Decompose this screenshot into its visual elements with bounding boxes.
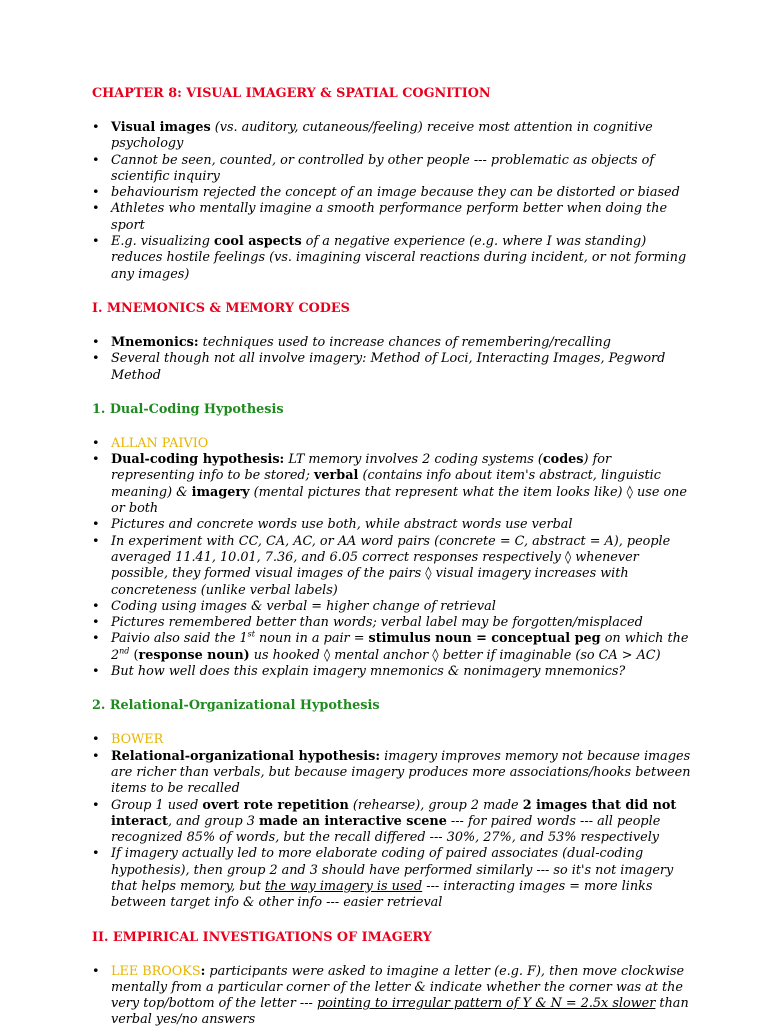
list-item: • Dual-coding hypothesis: LT memory involves 2 coding systems (codes) for representing info to be stored; verbal (contains info about item's abstract, linguistic meaning) & imagery (mental pictures that represent what the item looks like) ◊ use one or both — [92, 452, 692, 517]
intro-list — [92, 120, 692, 283]
list-item: • E.g. visualizing cool aspects of a negative experience (e.g. where I was standing) reduces hostile feelings (vs. imagining visceral reactions during incident, or not forming any images) — [92, 234, 692, 283]
dual-coding-list — [92, 436, 692, 680]
list-item: • Group 1 used overt rote repetition (rehearse), group 2 made 2 images that did not interact, and group 3 made an interactive scene --- for paired words --- all people recognized 85% of words, but the recall differed --- 30%, 27%, and 53% respectively — [92, 798, 692, 847]
subsection-heading-relational: 2. Relational-Organizational Hypothesis — [92, 698, 380, 714]
list-item: • Coding using images & verbal = higher change of retrieval — [92, 599, 692, 615]
section-heading-mnemonics: I. MNEMONICS & MEMORY CODES — [92, 300, 350, 316]
document-page — [92, 86, 692, 1029]
list-item — [92, 732, 692, 748]
list-item: • Pictures remembered better than words; verbal label may be forgotten/misplaced — [92, 615, 692, 631]
list-item: • Relational-organizational hypothesis: imagery improves memory not because images are richer than verbals, but because imagery produces more associations/hooks between items to be recalled — [92, 749, 692, 798]
list-item: • Visual images (vs. auditory, cutaneous/feeling) receive most attention in cognitive psychology — [92, 120, 692, 153]
section-heading-empirical: II. EMPIRICAL INVESTIGATIONS OF IMAGERY — [92, 929, 432, 945]
list-item: • Pictures and concrete words use both, while abstract words use verbal — [92, 517, 692, 533]
list-item: • But how well does this explain imagery mnemonics & nonimagery mnemonics? — [92, 664, 692, 680]
list-item: • Several though not all involve imagery: Method of Loci, Interacting Images, Pegword Method — [92, 351, 692, 384]
list-item: • Cannot be seen, counted, or controlled by other people --- problematic as objects of scientific inquiry — [92, 153, 692, 186]
list-item: • behaviourism rejected the concept of an image because they can be distorted or biased — [92, 185, 692, 201]
chapter-title: CHAPTER 8: VISUAL IMAGERY & SPATIAL COGNITION — [92, 86, 491, 101]
subsection-heading-dual-coding: 1. Dual-Coding Hypothesis — [92, 401, 284, 417]
list-item: • If imagery actually led to more elaborate coding of paired associates (dual-coding hypothesis), then group 2 and 3 should have performed similarly --- so it's not imagery that helps memory, but the way imagery is used --- interacting images = more links between target info & other info --- easier retrieval — [92, 846, 692, 911]
list-item: • Athletes who mentally imagine a smooth performance perform better when doing the sport — [92, 201, 692, 234]
researcher-name: BOWER — [111, 732, 164, 748]
list-item: • LEE BROOKS: participants were asked to imagine a letter (e.g. F), then move clockwise mentally from a particular corner of the letter & indicate whether the corner was at the very top/bottom of the letter --- pointing to irregular pattern of Y & N = 2.5x slower than verbal yes/no answers — [92, 964, 692, 1029]
list-item: • In experiment with CC, CA, AC, or AA word pairs (concrete = C, abstract = A), people averaged 11.41, 10.01, 7.36, and 6.05 correct responses respectively ◊ whenever possible, they formed visual images of the pairs ◊ visual imagery increases with concreteness (unlike verbal labels) — [92, 534, 692, 599]
researcher-name: ALLAN PAIVIO — [111, 435, 209, 451]
relational-list — [92, 732, 692, 911]
list-item: • Paivio also said the 1st noun in a pair = stimulus noun = conceptual peg on which the 2nd (response noun) us hooked ◊ mental anchor ◊ better if imaginable (so CA > AC) — [92, 631, 692, 664]
list-item: • Mnemonics: techniques used to increase chances of remembering/recalling — [92, 335, 692, 351]
mnemonics-list — [92, 335, 692, 384]
empirical-list — [92, 964, 692, 1029]
researcher-name: LEE BROOKS — [111, 963, 201, 979]
list-item — [92, 436, 692, 452]
